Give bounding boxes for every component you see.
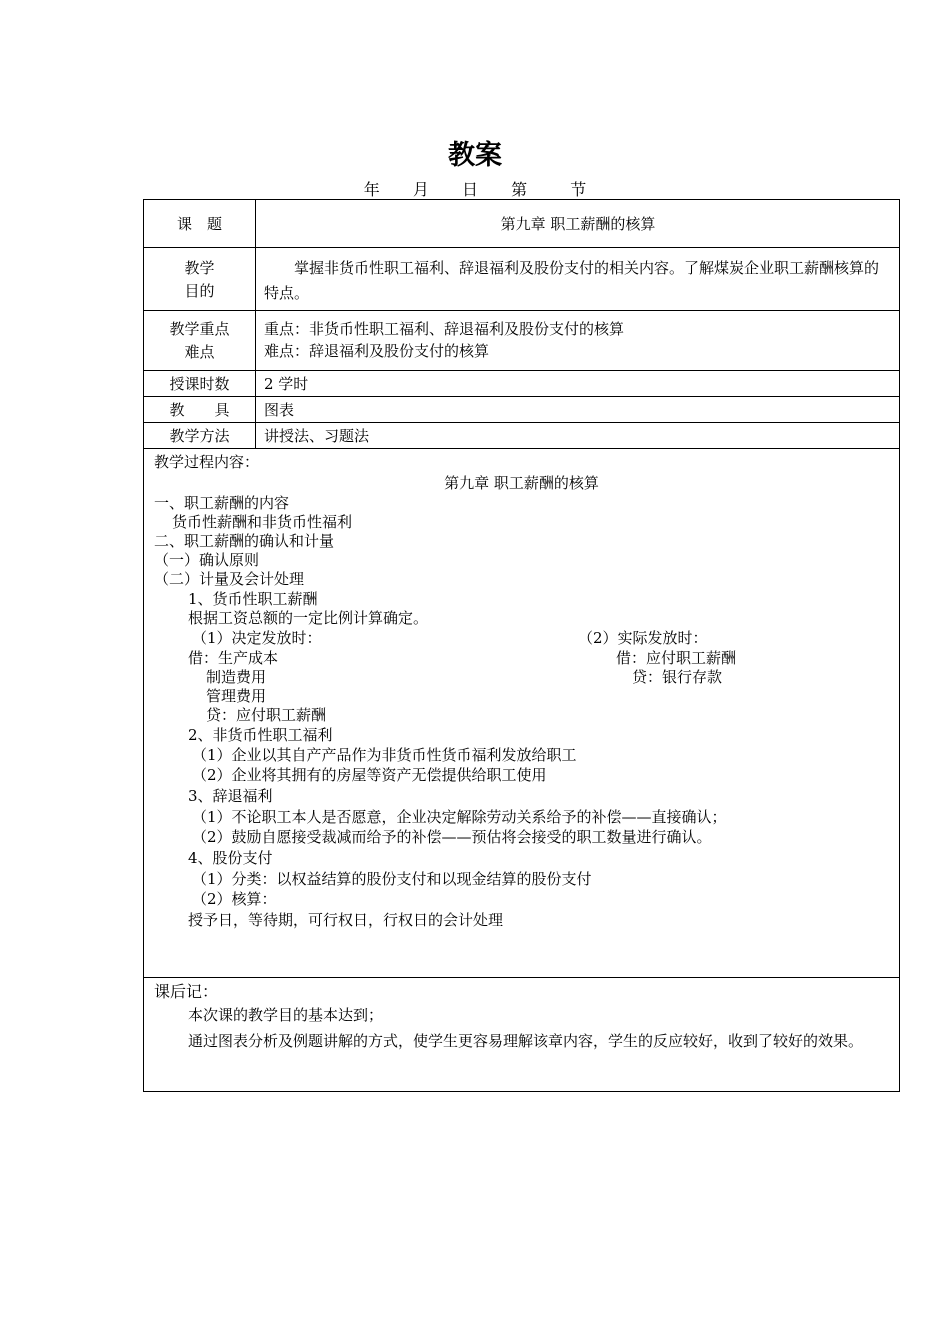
date-month: 月	[412, 180, 429, 199]
row-divider	[144, 396, 899, 397]
process-line: （1）决定发放时：	[192, 629, 322, 647]
process-line: 4、股份支付	[188, 849, 273, 867]
row-divider	[144, 247, 899, 248]
process-line: 2、非货币性职工福利	[188, 726, 333, 744]
process-line: （2）实际发放时：	[578, 629, 708, 647]
row-divider	[144, 448, 899, 449]
journal-entry-line: 管理费用	[206, 687, 267, 705]
process-line: （2）核算：	[192, 890, 277, 908]
postscript-heading: 课后记：	[154, 982, 219, 1001]
journal-entry-line: 借：应付职工薪酬	[616, 649, 737, 667]
process-line: （2）鼓励自愿接受裁减而给予的补偿——预估将会接受的职工数量进行确认。	[192, 828, 712, 846]
objective-label-1: 教学	[184, 259, 215, 277]
document-title: 教案	[448, 140, 502, 171]
postscript-line: 本次课的教学目的基本达到；	[188, 1006, 384, 1024]
key-point-line: 重点：非货币性职工福利、辞退福利及股份支付的核算	[264, 320, 625, 338]
difficulty-line: 难点：辞退福利及股份支付的核算	[264, 342, 490, 360]
journal-entry-line: 贷：应付职工薪酬	[206, 706, 327, 724]
date-year: 年	[363, 180, 380, 199]
process-line: 授予日，等待期，可行权日，行权日的会计处理	[188, 911, 504, 929]
objective-value: 掌握非货币性职工福利、辞退福利及股份支付的相关内容。了解煤炭企业职工薪酬核算的特点。	[264, 259, 880, 302]
process-chapter-title: 第九章 职工薪酬的核算	[444, 474, 599, 492]
date-day: 日	[461, 180, 478, 199]
process-heading: 教学过程内容：	[154, 453, 260, 471]
row-divider	[144, 977, 899, 978]
method-label: 教学方法	[169, 427, 230, 445]
lesson-plan-table	[143, 199, 900, 1092]
process-line: 3、辞退福利	[188, 787, 273, 805]
row-divider	[144, 370, 899, 371]
key-points-label-1: 教学重点	[169, 320, 230, 338]
row-divider	[144, 310, 899, 311]
objective-label-2: 目的	[184, 282, 215, 300]
date-di: 第	[511, 180, 528, 199]
process-line: （1）企业以其自产产品作为非货币性货币福利发放给职工	[192, 746, 577, 764]
process-line: （2）企业将其拥有的房屋等资产无偿提供给职工使用	[192, 766, 547, 784]
journal-entry-line: 借：生产成本	[188, 649, 279, 667]
row-divider	[144, 422, 899, 423]
topic-value: 第九章 职工薪酬的核算	[500, 215, 656, 233]
journal-entry-line: 制造费用	[206, 668, 267, 686]
process-line: （1）不论职工本人是否愿意，企业决定解除劳动关系给予的补偿——直接确认；	[192, 808, 727, 826]
process-line: 一、职工薪酬的内容	[154, 494, 290, 512]
date-jie: 节	[570, 180, 587, 199]
postscript-paragraph: 通过图表分析及例题讲解的方式，使学生更容易理解该章内容，学生的反应较好，收到了较好的效果。	[188, 1032, 864, 1050]
method-value: 讲授法、习题法	[264, 427, 370, 445]
process-line: （二）计量及会计处理	[154, 570, 305, 588]
journal-entry-line: 贷：银行存款	[632, 668, 723, 686]
key-points-label-2: 难点	[184, 343, 215, 361]
process-line: （一）确认原则	[154, 551, 260, 569]
tools-label: 教 具	[169, 401, 230, 419]
process-line: 二、职工薪酬的确认和计量	[154, 532, 335, 550]
process-line: 货币性薪酬和非货币性福利	[172, 513, 353, 531]
date-line	[0, 177, 950, 200]
tools-value: 图表	[264, 401, 295, 419]
column-divider	[255, 200, 256, 448]
process-line: 根据工资总额的一定比例计算确定。	[188, 609, 429, 627]
hours-label: 授课时数	[169, 375, 230, 393]
process-line: （1）分类：以权益结算的股份支付和以现金结算的股份支付	[192, 870, 592, 888]
topic-label: 课 题	[176, 215, 222, 233]
hours-value: 2 学时	[264, 375, 309, 393]
process-line: 1、货币性职工薪酬	[188, 590, 318, 608]
